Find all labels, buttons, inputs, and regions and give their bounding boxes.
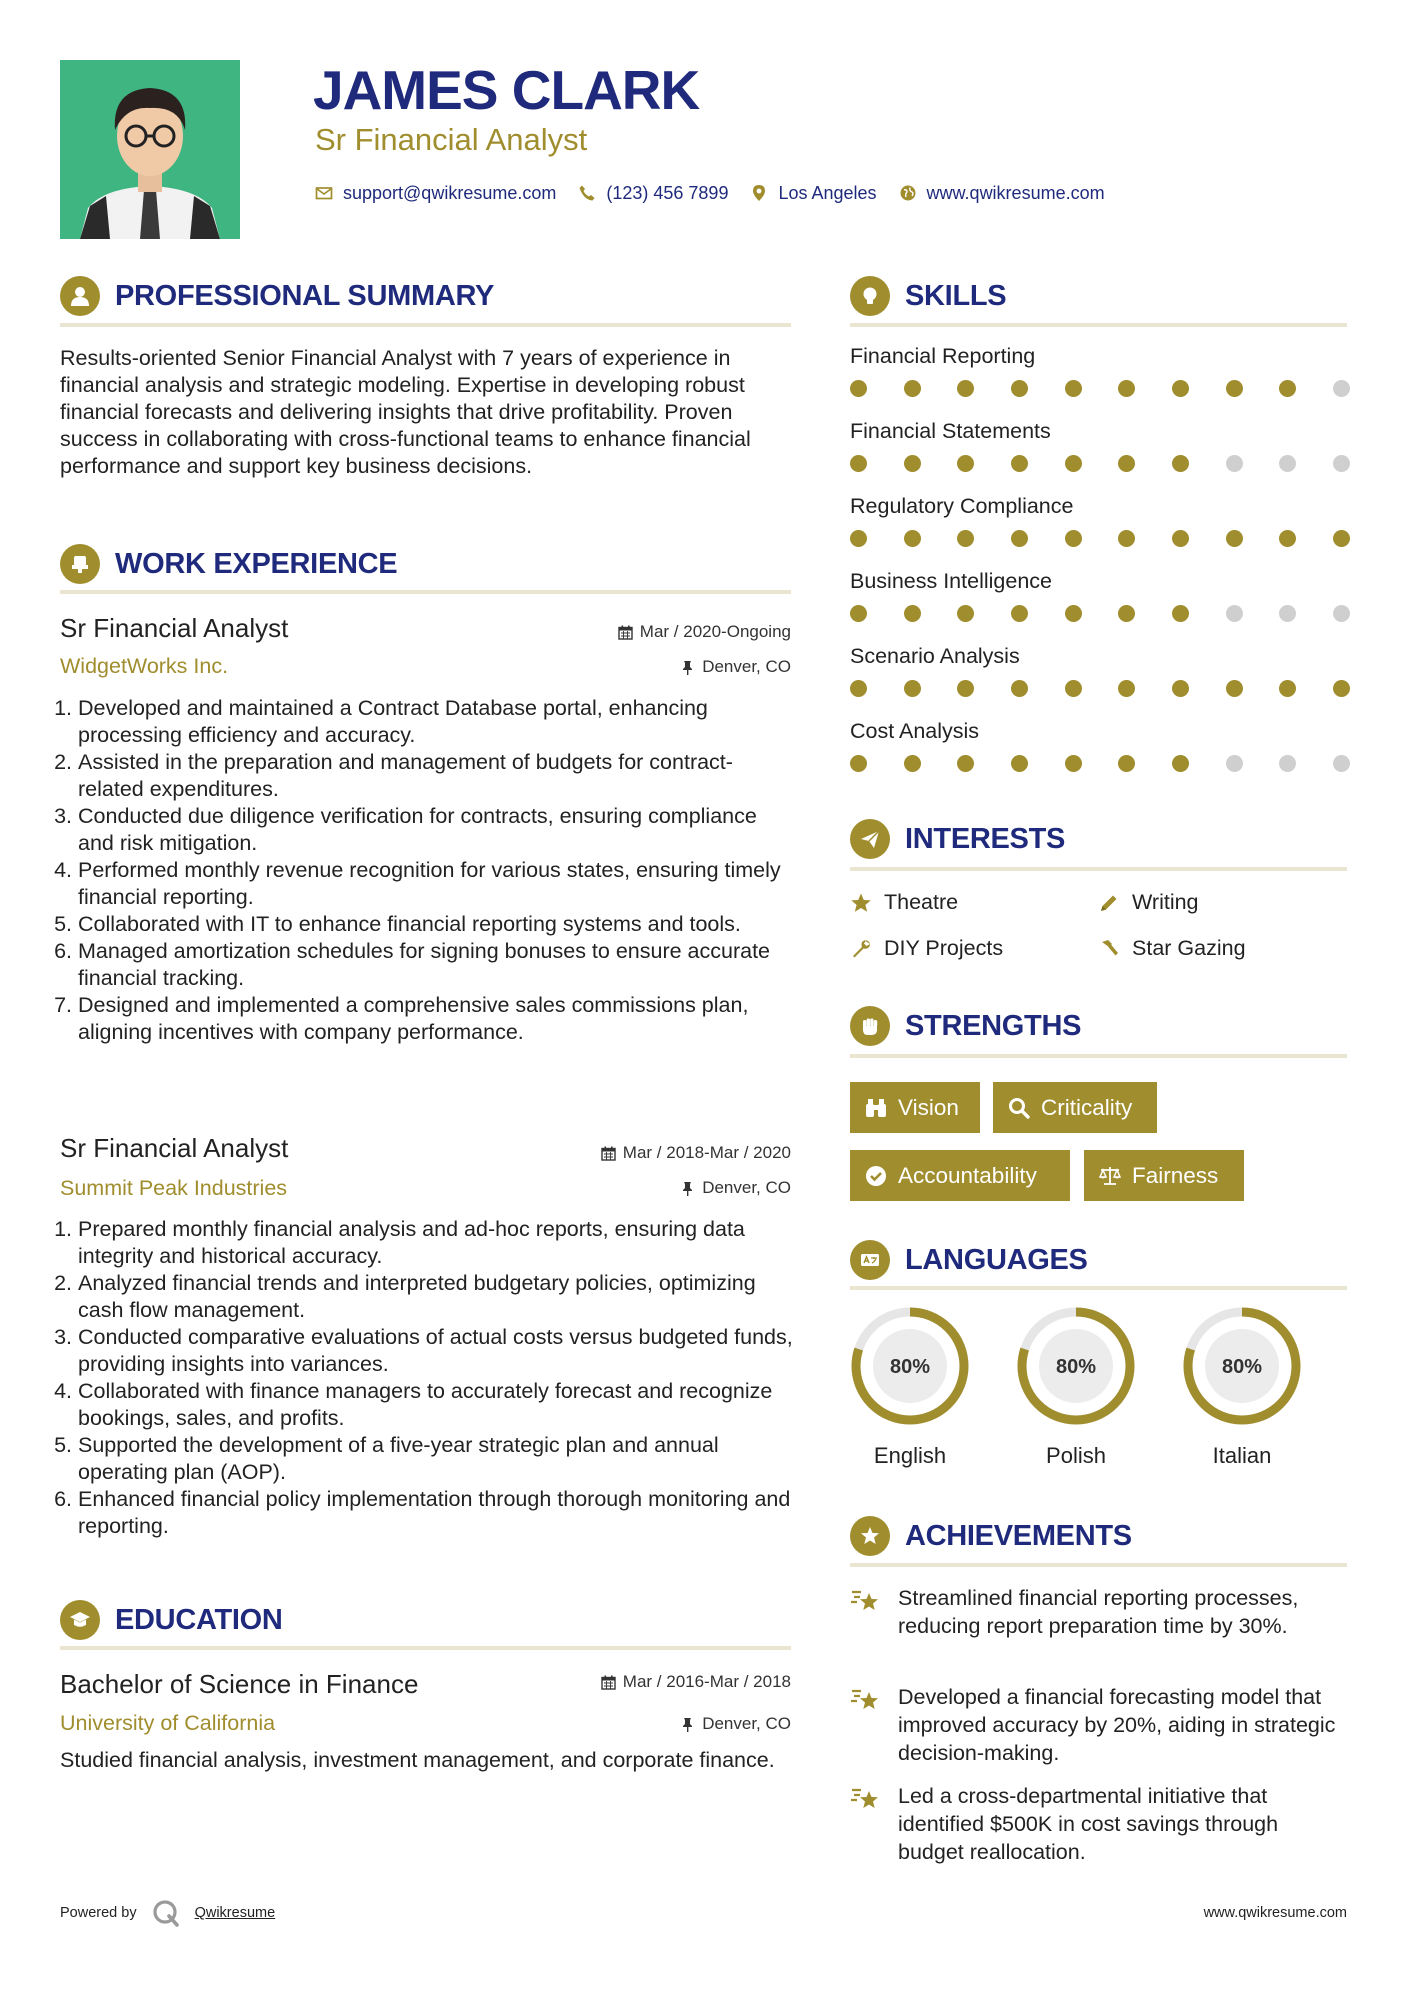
balance-scale-icon bbox=[1098, 1164, 1122, 1188]
skill-name: Business Intelligence bbox=[850, 569, 1052, 593]
language-name: Italian bbox=[1212, 1443, 1272, 1468]
wrench-icon bbox=[850, 938, 872, 960]
profile-photo bbox=[60, 60, 240, 239]
interests-title: INTERESTS bbox=[905, 822, 1066, 855]
strength-tag bbox=[850, 1150, 1070, 1201]
skill-dot bbox=[1065, 755, 1082, 772]
skill-dot bbox=[1172, 605, 1189, 622]
pushpin-icon bbox=[680, 1717, 695, 1732]
education-dates-text: Mar / 2016-Mar / 2018 bbox=[622, 1672, 791, 1691]
skill-dot bbox=[1172, 680, 1189, 697]
skill-item bbox=[850, 719, 1350, 794]
job-dates bbox=[618, 622, 791, 642]
languages-divider bbox=[850, 1286, 1347, 1290]
achievement-item bbox=[850, 1584, 1347, 1640]
skill-rating bbox=[850, 605, 1350, 622]
list-item: 7. Designed and implemented a comprehensive sales commissions plan, aligning incentives with company performance. bbox=[78, 992, 798, 1046]
strength-label: Criticality bbox=[1041, 1094, 1133, 1120]
list-item: 4. Performed monthly revenue recognition for various states, ensuring timely financial reporting. bbox=[78, 857, 798, 911]
shooting-star-icon bbox=[850, 1683, 882, 1715]
contact-bar bbox=[315, 180, 1117, 206]
skill-item bbox=[850, 644, 1350, 719]
education-title: EDUCATION bbox=[115, 1603, 283, 1636]
list-item: 6. Enhanced financial policy implementation through thorough monitoring and reporting. bbox=[78, 1486, 798, 1540]
skill-dot bbox=[957, 380, 974, 397]
skill-dot bbox=[1172, 380, 1189, 397]
achievement-text: Streamlined financial reporting processes, reducing report preparation time by 30%. bbox=[898, 1586, 1299, 1638]
skill-dot bbox=[1333, 680, 1350, 697]
skill-dot bbox=[1011, 755, 1028, 772]
skill-dot bbox=[1226, 605, 1243, 622]
list-item: 2. Analyzed financial trends and interpreted budgetary policies, optimizing cash flow management. bbox=[78, 1270, 798, 1324]
job-bullets bbox=[60, 695, 798, 1046]
skill-dot bbox=[904, 680, 921, 697]
language-name: English bbox=[873, 1443, 947, 1468]
language-item bbox=[850, 1306, 970, 1431]
list-item: 2. Assisted in the preparation and management of budgets for contract-related expenditures. bbox=[78, 749, 798, 803]
map-marker-icon bbox=[750, 184, 768, 202]
skill-dot bbox=[1011, 680, 1028, 697]
skill-dot bbox=[1279, 680, 1296, 697]
achievement-text: Led a cross-departmental initiative that identified $500K in cost savings through budget reallocation. bbox=[898, 1784, 1279, 1864]
skill-dot bbox=[1011, 605, 1028, 622]
interests-header bbox=[850, 819, 1065, 859]
summary-title: PROFESSIONAL SUMMARY bbox=[115, 279, 495, 312]
skill-dot bbox=[850, 605, 867, 622]
experience-divider bbox=[60, 590, 791, 594]
skill-dot bbox=[957, 605, 974, 622]
interest-label: Writing bbox=[1132, 890, 1199, 914]
job-location bbox=[680, 657, 791, 677]
skill-rating bbox=[850, 755, 1350, 772]
skill-dot bbox=[1118, 530, 1135, 547]
strength-tag bbox=[993, 1082, 1157, 1133]
skill-dot bbox=[1011, 455, 1028, 472]
strengths-header bbox=[850, 1006, 1081, 1046]
user-icon bbox=[60, 276, 100, 316]
skill-dot bbox=[1279, 455, 1296, 472]
skill-dot bbox=[1226, 755, 1243, 772]
achievements-header bbox=[850, 1516, 1132, 1556]
contact-location bbox=[750, 183, 876, 204]
job-company: Summit Peak Industries bbox=[60, 1176, 288, 1200]
skill-dot bbox=[1118, 755, 1135, 772]
job-location-text: Denver, CO bbox=[702, 657, 791, 676]
location-text: Los Angeles bbox=[778, 182, 877, 203]
skill-dot bbox=[1065, 605, 1082, 622]
achievements-title: ACHIEVEMENTS bbox=[905, 1519, 1132, 1552]
pencil-icon bbox=[1098, 892, 1120, 914]
skill-dot bbox=[957, 755, 974, 772]
email-text: support@qwikresume.com bbox=[343, 182, 557, 203]
calendar-icon bbox=[601, 1146, 616, 1161]
skill-dot bbox=[1333, 755, 1350, 772]
skill-dot bbox=[904, 605, 921, 622]
achievements-divider bbox=[850, 1563, 1347, 1567]
experience-header bbox=[60, 544, 397, 584]
footer-powered-by bbox=[60, 1898, 275, 1928]
job-dates-text: Mar / 2018-Mar / 2020 bbox=[622, 1143, 791, 1162]
job-title: Sr Financial Analyst bbox=[60, 613, 289, 643]
calendar-icon bbox=[601, 1675, 616, 1690]
skill-dot bbox=[1226, 380, 1243, 397]
language-icon bbox=[850, 1240, 890, 1280]
skill-dot bbox=[1172, 530, 1189, 547]
strength-tag bbox=[1084, 1150, 1244, 1201]
skill-dot bbox=[1118, 455, 1135, 472]
skill-dot bbox=[1011, 380, 1028, 397]
skill-dot bbox=[850, 530, 867, 547]
skill-dot bbox=[1279, 530, 1296, 547]
shooting-star-icon bbox=[850, 1782, 882, 1814]
skill-dot bbox=[1118, 605, 1135, 622]
skill-dot bbox=[1118, 680, 1135, 697]
skill-dot bbox=[1172, 755, 1189, 772]
hammer-icon bbox=[1098, 938, 1120, 960]
skill-item bbox=[850, 419, 1350, 494]
skill-dot bbox=[1226, 680, 1243, 697]
achievement-item bbox=[850, 1782, 1347, 1866]
education-location bbox=[680, 1714, 791, 1734]
skill-dot bbox=[957, 530, 974, 547]
strengths-divider bbox=[850, 1054, 1347, 1058]
skill-name: Financial Statements bbox=[850, 419, 1051, 443]
fist-icon bbox=[850, 1006, 890, 1046]
education-divider bbox=[60, 1646, 791, 1650]
skill-dot bbox=[1065, 530, 1082, 547]
skill-dot bbox=[850, 680, 867, 697]
job-bullets bbox=[60, 1216, 798, 1540]
strength-label: Fairness bbox=[1132, 1162, 1219, 1188]
pushpin-icon bbox=[680, 1181, 695, 1196]
interests-divider bbox=[850, 867, 1347, 871]
skill-dot bbox=[1065, 380, 1082, 397]
interest-item bbox=[850, 890, 958, 915]
language-progress-ring bbox=[1016, 1306, 1136, 1426]
interest-item bbox=[850, 936, 1003, 961]
skill-rating bbox=[850, 680, 1350, 697]
skills-title: SKILLS bbox=[905, 279, 1007, 312]
language-percent: 80% bbox=[889, 1356, 931, 1378]
strengths-title: STRENGTHS bbox=[905, 1009, 1082, 1042]
skill-dot bbox=[1118, 380, 1135, 397]
job-location bbox=[680, 1178, 791, 1198]
skill-name: Scenario Analysis bbox=[850, 644, 1020, 668]
strength-tag bbox=[850, 1082, 980, 1133]
skill-item bbox=[850, 569, 1350, 644]
skill-dot bbox=[1172, 455, 1189, 472]
globe-icon bbox=[899, 184, 917, 202]
language-item bbox=[1016, 1306, 1136, 1431]
school-name: University of California bbox=[60, 1711, 276, 1735]
check-circle-icon bbox=[864, 1164, 888, 1188]
star-icon bbox=[850, 892, 872, 914]
strength-label: Accountability bbox=[898, 1162, 1037, 1188]
skill-item bbox=[850, 344, 1350, 419]
candidate-role: Sr Financial Analyst bbox=[315, 122, 588, 157]
graduation-cap-icon bbox=[60, 1600, 100, 1640]
job-location-text: Denver, CO bbox=[702, 1178, 791, 1197]
interest-item bbox=[1098, 890, 1199, 915]
search-icon bbox=[1007, 1096, 1031, 1120]
skill-item bbox=[850, 494, 1350, 569]
language-item bbox=[1182, 1306, 1302, 1431]
skill-dot bbox=[957, 680, 974, 697]
qwikresume-logo-icon bbox=[151, 1898, 181, 1928]
list-item: 3. Conducted comparative evaluations of actual costs versus budgeted funds, providing insights into variances. bbox=[78, 1324, 798, 1378]
interest-label: Star Gazing bbox=[1132, 936, 1246, 960]
skill-dot bbox=[1011, 530, 1028, 547]
list-item: 6. Managed amortization schedules for signing bonuses to ensure accurate financial tracking. bbox=[78, 938, 798, 992]
list-item: 4. Collaborated with finance managers to accurately forecast and recognize bookings, sales, and profits. bbox=[78, 1378, 798, 1432]
skills-divider bbox=[850, 323, 1347, 327]
degree-title: Bachelor of Science in Finance bbox=[60, 1669, 419, 1699]
skill-dot bbox=[850, 380, 867, 397]
skill-dot bbox=[850, 455, 867, 472]
language-name: Polish bbox=[1046, 1443, 1106, 1468]
languages-title: LANGUAGES bbox=[905, 1243, 1088, 1276]
education-location-text: Denver, CO bbox=[702, 1714, 791, 1733]
skill-dot bbox=[1279, 380, 1296, 397]
calendar-icon bbox=[618, 625, 633, 640]
phone-text: (123) 456 7899 bbox=[606, 182, 729, 203]
language-progress-ring bbox=[1182, 1306, 1302, 1426]
language-progress-ring bbox=[850, 1306, 970, 1426]
binoculars-icon bbox=[864, 1096, 888, 1120]
skill-dot bbox=[1279, 755, 1296, 772]
powered-by-label: Powered by bbox=[60, 1905, 137, 1921]
skills-list bbox=[850, 344, 1350, 794]
interest-label: DIY Projects bbox=[884, 936, 1004, 960]
briefcase-icon bbox=[60, 544, 100, 584]
phone-icon bbox=[578, 184, 596, 202]
languages-header bbox=[850, 1240, 1088, 1280]
skill-dot bbox=[1226, 530, 1243, 547]
skill-name: Regulatory Compliance bbox=[850, 494, 1074, 518]
job-dates-text: Mar / 2020-Ongoing bbox=[639, 622, 791, 641]
list-item: 1. Developed and maintained a Contract Database portal, enhancing processing efficiency and accuracy. bbox=[78, 695, 798, 749]
contact-email[interactable] bbox=[315, 183, 556, 204]
qwikresume-link[interactable]: Qwikresume bbox=[194, 1905, 276, 1921]
achievement-text: Developed a financial forecasting model that improved accuracy by 20%, aiding in strategic decision-making. bbox=[898, 1685, 1336, 1765]
summary-header bbox=[60, 276, 494, 316]
job-company: WidgetWorks Inc. bbox=[60, 654, 229, 678]
envelope-icon bbox=[315, 184, 333, 202]
job-dates bbox=[601, 1143, 791, 1163]
summary-divider bbox=[60, 323, 791, 327]
interest-item bbox=[1098, 936, 1246, 961]
experience-title: WORK EXPERIENCE bbox=[115, 547, 398, 580]
paper-plane-icon bbox=[850, 819, 890, 859]
skill-dot bbox=[904, 455, 921, 472]
skill-dot bbox=[1333, 380, 1350, 397]
interest-label: Theatre bbox=[884, 890, 959, 914]
contact-website[interactable] bbox=[899, 183, 1105, 204]
summary-text: Results-oriented Senior Financial Analyst with 7 years of experience in financial analysis and strategic modeling. Expertise in developing robust financial forecasts and delivering insights that drive profitability. Proven success in collaborating with cross-functional teams to enhance financial performance and support key business decisions. bbox=[60, 346, 751, 478]
language-percent: 80% bbox=[1221, 1356, 1263, 1378]
skill-dot bbox=[1333, 530, 1350, 547]
skill-name: Financial Reporting bbox=[850, 344, 1036, 368]
lightbulb-icon bbox=[850, 276, 890, 316]
education-dates bbox=[601, 1672, 791, 1692]
skill-dot bbox=[1279, 605, 1296, 622]
skill-dot bbox=[1065, 680, 1082, 697]
skills-header bbox=[850, 276, 1006, 316]
skill-dot bbox=[1333, 605, 1350, 622]
skill-dot bbox=[1065, 455, 1082, 472]
list-item: 5. Supported the development of a five-year strategic plan and annual operating plan (AOP). bbox=[78, 1432, 798, 1486]
education-header bbox=[60, 1600, 283, 1640]
skill-dot bbox=[850, 755, 867, 772]
skill-rating bbox=[850, 530, 1350, 547]
skill-dot bbox=[957, 455, 974, 472]
pushpin-icon bbox=[680, 660, 695, 675]
skill-rating bbox=[850, 455, 1350, 472]
shooting-star-icon bbox=[850, 1584, 882, 1616]
skill-dot bbox=[904, 755, 921, 772]
education-description: Studied financial analysis, investment management, and corporate finance. bbox=[60, 1748, 775, 1772]
skill-dot bbox=[904, 530, 921, 547]
skill-name: Cost Analysis bbox=[850, 719, 980, 743]
candidate-name: JAMES CLARK bbox=[313, 59, 700, 121]
list-item: 3. Conducted due diligence verification for contracts, ensuring compliance and risk mitigation. bbox=[78, 803, 798, 857]
achievement-item bbox=[850, 1683, 1347, 1767]
list-item: 1. Prepared monthly financial analysis and ad-hoc reports, ensuring data integrity and historical accuracy. bbox=[78, 1216, 798, 1270]
skill-rating bbox=[850, 380, 1350, 397]
skill-dot bbox=[904, 380, 921, 397]
strength-label: Vision bbox=[898, 1094, 959, 1120]
skill-dot bbox=[1226, 455, 1243, 472]
job-title: Sr Financial Analyst bbox=[60, 1133, 289, 1163]
skill-dot bbox=[1333, 455, 1350, 472]
language-percent: 80% bbox=[1055, 1356, 1097, 1378]
award-star-icon bbox=[850, 1516, 890, 1556]
list-item: 5. Collaborated with IT to enhance financial reporting systems and tools. bbox=[78, 911, 798, 938]
footer-url[interactable]: www.qwikresume.com bbox=[1203, 1905, 1347, 1921]
contact-phone[interactable] bbox=[578, 183, 728, 204]
website-text: www.qwikresume.com bbox=[926, 182, 1105, 203]
